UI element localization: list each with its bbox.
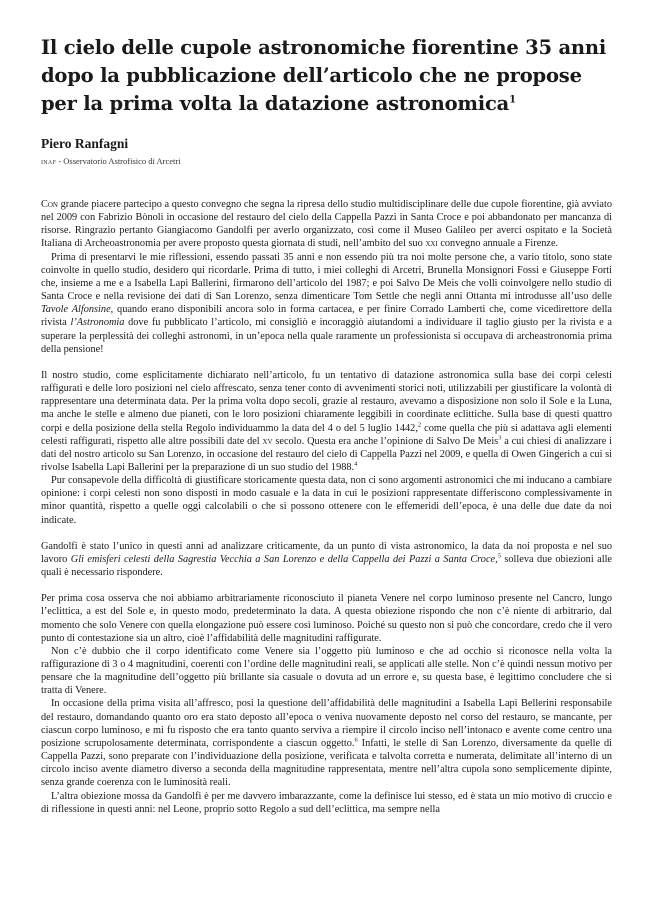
footnote-marker: 5 — [497, 552, 501, 560]
paragraph-text: solleva due obiezioni alle quali è necessario rispondere. — [41, 553, 613, 579]
paragraph-text: , quando erano disponibili ancora solo in forma cartacea, e per finire Corrado Lamberti che, come vicedirettore della rivista — [41, 304, 612, 329]
paragraph-text: Per prima cosa osserva che noi abbiamo arbitrariamente riconosciuto il pianeta Venere nel corpo luminoso presente nel Cancro, lungo l’eclittica, a est del Sole e, in questo modo, predeterminato la data. A questa obiezione rispondo che non c’è niente di arbitrario, dal momento che solo Venere con quella elongazione può essere così luminoso. Poiché su questo non si può che concordare, credo che il vero punto di contestazione sia un altro, cioè l’affidabilità delle magnitudini raffigurate. — [41, 593, 612, 644]
paragraph-text: a cui chiesi di analizzare i dati del nostro articolo su San Lorenzo, in occasione del restauro del cielo di Cappella Pazzi nel 2009, e quella di Owen Gingerich a cui si rivolse Isabella Lapi Ballerini per la preparazione di un suo studio del 1988. — [41, 435, 612, 473]
author-name: Piero Ranfagni — [41, 136, 129, 151]
smallcaps-text: xxi — [425, 238, 438, 250]
footnote-marker: 3 — [498, 434, 502, 442]
paragraph-text: convegno annuale a Firenze. — [437, 238, 559, 250]
article-title-text: Il cielo delle cupole astronomiche fiorentine 35 anni dopo la pubblicazione dell’articolo che ne propose per la prima volta la datazione astronomica — [41, 36, 607, 115]
footnote-marker: 6 — [354, 736, 358, 744]
affiliation-rest: - Osservatorio Astrofisico di Arcetri — [56, 156, 181, 166]
paragraph-text: Infatti, le stelle di San Lorenzo, diversamente da quelle di Cappella Pazzi, sono preparate con l’individuazione della posizione, verificata e talvolta corretta e numerata, delimitate all’interno di un circolo inciso avente diametro diverso a seconda della magnitudine rappresentata, mentre nell’altra cupola sono semplicemente dipinte, senza grande coerenza con le luminosità reali. — [41, 737, 612, 789]
paragraph-text: L’altra obiezione mossa da Gandolfi è per me davvero imbarazzante, come la definisce lui stesso, ed è stata un mio motivo di cruccio e di riflessione in questi anni: nel Leone, proprio sotto Regolo a sud dell’eclittica, ma sempre nella — [41, 790, 612, 815]
paragraph-text: Gandolfi è stato l’unico in questi anni ad analizzare criticamente, da un punto di vista astronomico, la data da noi proposta e nel suo lavoro — [41, 540, 612, 565]
article-body — [41, 198, 612, 816]
body-paragraph — [41, 645, 612, 698]
body-paragraph — [41, 198, 612, 251]
body-paragraph — [41, 540, 612, 579]
footnote-marker: 2 — [417, 421, 422, 429]
italic-text: Tavole Alfonsine — [41, 304, 111, 316]
paragraph-text: grande piacere partecipo a questo convegno che segna la ripresa dello studio multidisciplinare delle due cupole fiorentine, già avviato nel 2009 con Fabrizio Bònoli in occasione del restauro del cielo della Cappella Pazzi in Santa Croce e poi abbandonato per mancanza di risorse. Ringrazio pertanto Giangiacomo Gandolfi per averlo organizzato, così come il Museo Galileo per averci ospitato e la Società Italiana di Archeoastronomia per avere proposto questa giornata di studi, nell’ambito del suo — [41, 199, 612, 250]
footnote-marker: 4 — [354, 460, 358, 468]
paragraph-text: dove fu pubblicato l’articolo, mi consigliò e incoraggiò aiutandomi a individuare il taglio giusto per la rivista e a superare la perplessità dei colleghi astronomi, in un’epoca nella quale raramente un professionista si occupava di archeastronomia prima della pensione! — [41, 317, 613, 355]
paragraph-text: come quella che più si adattava agli elementi celesti raffigurati, rispetto alle altre possibili date del — [41, 422, 612, 447]
affiliation-org: inaf — [41, 156, 57, 166]
body-paragraph — [41, 697, 612, 789]
smallcaps-text: Con — [41, 199, 58, 210]
body-paragraph — [41, 474, 612, 527]
body-paragraph — [41, 790, 612, 816]
paragraph-text: secolo. Questa era anche l’opinione di Salvo De Meis — [272, 435, 499, 447]
paragraph-text: , — [495, 553, 498, 565]
paragraph-text: Non c’è dubbio che il corpo identificato come Venere sia l’oggetto più luminoso e che ad occhio si riconosce nella volta la raffigurazione di 3 o 4 magnitudini, coerenti con l’ordine delle magnitudini reali, se applicati alle stelle. Non c’è quindi nessun motivo per pensare che la magnitudine dell’oggetto più brillante sia casuale o dovuta ad un errore e, su questa base, è legittimo concludere che si tratta di Venere. — [41, 645, 612, 697]
body-paragraph — [41, 592, 612, 645]
title-footnote-marker: 1 — [509, 94, 516, 106]
author-affiliation — [41, 156, 612, 166]
italic-text: l’Astronomia — [70, 317, 125, 329]
paragraph-text: In occasione della prima visita all’affresco, posi la questione dell’affidabilità delle magnitudini a Isabella Lapi Bellerini responsabile del restauro, domandando quanto oro era stato deposto all’epoca o veniva nuovamente deposto nel corso del restauro, se mancante, per ciascun corpo luminoso, e mi fu risposto che era tanto quanto serviva a riempire il circolo inciso nell’intonaco e avente come centro una posizione scrupolosamente determinata, corrispondente a ciascun oggetto. — [41, 698, 612, 749]
body-paragraph — [41, 251, 612, 356]
paragraph-text: Il nostro studio, come esplicitamente dichiarato nell’articolo, fu un tentativo di datazione astronomica sulla base dei corpi celesti raffigurati e delle loro posizioni nel cielo affrescato, senza tener conto di avvenimenti storici noti, utilizzabili per giustificare la volontà di rappresentare una determinata data. Per la prima volta dopo secoli, grazie al restauro, avevamo a disposizione non solo il Sole e la Luna, ma anche le stelle e almeno due pianeti, con le loro posizioni chiaramente leggibili in coordinate eclittiche. Sulla base di questi quattro corpi e della posizione della stella Regolo individuammo la data del 4 o del 5 luglio 1442, — [41, 369, 612, 434]
paragraph-text: Prima di presentarvi le mie riflessioni, essendo passati 35 anni e non essendo più tra noi molte persone che, a vario titolo, sono state coinvolte in quello studio, desidero qui ricordarle. Prima di tutto, i miei colleghi di Arcetri, Brunella Monsignori Fossi e Giuseppe Forti che, insieme a me e a Isabella Lapi Ballerini, firmarono dell’articolo del 1987; e poi Salvo De Meis che volli coinvolgere nello studio di Santa Croce e nella revisione dei dati di San Lorenzo, senza dimenticare Tom Settle che negli anni Ottanta mi introdusse all’uso delle — [41, 251, 612, 303]
italic-text: Gli emisferi celesti della Sagrestia Vecchia a San Lorenzo e della Cappella dei Pazzi a Santa Croce — [70, 553, 496, 565]
smallcaps-text: xv — [262, 435, 273, 447]
body-paragraph — [41, 369, 612, 474]
article-title — [41, 34, 612, 118]
paragraph-text: Pur consapevole della difficoltà di giustificare storicamente questa data, non ci sono argomenti astronomici che mi inducano a cambiare opinione: i corpi celesti non sono disposti in modo casuale e la data in cui le posizioni rappresentate differiscono complessivamente in minor quantità, rispetto a quelle oggi calcolabili o che si possono ottenere con le effemeridi dell’epoca, è una delle due date da noi indicate. — [41, 475, 612, 526]
